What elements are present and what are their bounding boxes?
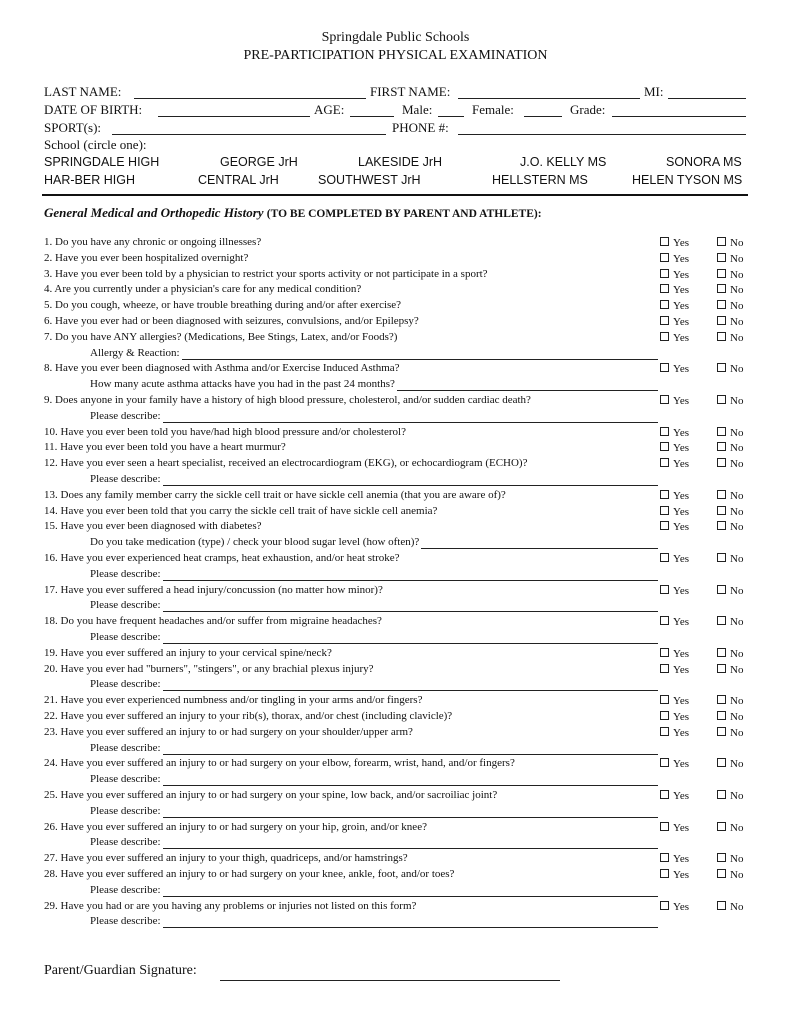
page-title: PRE-PARTICIPATION PHYSICAL EXAMINATION [243, 48, 548, 63]
no-label: No [730, 442, 744, 455]
checkbox-icon [717, 332, 726, 341]
yes-label: Yes [673, 695, 690, 708]
yes-label: Yes [673, 395, 690, 407]
no-checkbox[interactable] [717, 648, 743, 660]
no-label: No [730, 821, 744, 834]
school-option[interactable]: CENTRAL JrH [198, 173, 279, 187]
school-option[interactable]: GEORGE JrH [220, 155, 298, 169]
checkbox-icon [717, 237, 726, 246]
checkbox-icon [660, 284, 669, 293]
describe-field[interactable] [163, 754, 658, 755]
signature-field[interactable] [220, 980, 560, 981]
checkbox-icon [660, 585, 669, 594]
mi-field[interactable] [668, 98, 746, 99]
yes-checkbox[interactable] [660, 521, 689, 533]
yes-label: Yes [673, 647, 690, 660]
checkbox-icon [660, 822, 669, 831]
yes-checkbox[interactable] [660, 427, 689, 439]
no-checkbox[interactable] [717, 901, 743, 913]
question-text: 4. Are you currently under a physician's care for any medical condition? [44, 283, 362, 296]
no-label: No [730, 726, 744, 739]
yes-checkbox[interactable] [660, 853, 689, 865]
yes-checkbox[interactable] [660, 648, 689, 660]
describe-label: Please describe: [90, 773, 161, 786]
yes-checkbox[interactable] [660, 363, 689, 375]
question-text: 12. Have you ever seen a heart specialist, received an electrocardiogram (EKG), or echocardiogram (ECHO)? [44, 457, 528, 470]
checkbox-icon [717, 853, 726, 862]
yes-label: Yes [673, 252, 690, 265]
yes-checkbox[interactable] [660, 822, 689, 834]
yes-checkbox[interactable] [660, 727, 689, 739]
no-label: No [730, 758, 744, 771]
describe-field[interactable] [163, 690, 658, 691]
school-label: School (circle one): [44, 137, 147, 152]
no-checkbox[interactable] [717, 442, 743, 454]
last-name-label: LAST NAME: [44, 84, 122, 99]
checkbox-icon [717, 758, 726, 767]
no-checkbox[interactable] [717, 664, 743, 676]
no-checkbox[interactable] [717, 553, 743, 565]
no-label: No [730, 252, 744, 265]
yes-label: Yes [673, 316, 690, 328]
describe-label: Please describe: [90, 915, 161, 928]
checkbox-icon [660, 553, 669, 562]
yes-label: Yes [673, 553, 690, 565]
yes-checkbox[interactable] [660, 711, 689, 723]
checkbox-icon [660, 458, 669, 467]
checkbox-icon [660, 521, 669, 530]
checkbox-icon [717, 442, 726, 451]
describe-field[interactable] [397, 390, 658, 391]
yes-label: Yes [673, 268, 690, 281]
no-label: No [730, 790, 744, 802]
dob-label: DATE OF BIRTH: [44, 102, 143, 117]
question-text: 3. Have you ever been told by a physician to restrict your sports activity or not participate in a sport? [44, 267, 488, 280]
school-option[interactable]: SONORA MS [666, 155, 742, 169]
no-checkbox[interactable] [717, 300, 743, 312]
yes-checkbox[interactable] [660, 790, 689, 802]
yes-checkbox[interactable] [660, 253, 689, 265]
question-text: 29. Have you had or are you having any problems or injuries not listed on this form? [44, 899, 417, 912]
describe-label: Please describe: [90, 473, 161, 485]
checkbox-icon [660, 727, 669, 736]
question-text: 17. Have you ever suffered a head injury/concussion (no matter how minor)? [44, 583, 383, 596]
checkbox-icon [660, 790, 669, 799]
yes-checkbox[interactable] [660, 758, 689, 770]
describe-label: Allergy & Reaction: [90, 346, 180, 359]
checkbox-icon [717, 648, 726, 657]
checkbox-icon [660, 648, 669, 657]
question-text: 9. Does anyone in your family have a history of high blood pressure, cholesterol, and/or sudden cardiac death? [44, 394, 531, 406]
question-text: 25. Have you ever suffered an injury to or had surgery on your spine, low back, and/or sacroiliac joint? [44, 789, 498, 801]
question-text: 24. Have you ever suffered an injury to or had surgery on your elbow, forearm, wrist, hand, and/or fingers? [44, 757, 515, 770]
question-text: 27. Have you ever suffered an injury to your thigh, quadriceps, and/or hamstrings? [44, 852, 408, 865]
no-checkbox[interactable] [717, 316, 743, 328]
first-name-field[interactable] [458, 98, 640, 99]
checkbox-icon [717, 585, 726, 594]
no-label: No [730, 300, 744, 313]
org-name: Springdale Public Schools [321, 30, 470, 45]
first-name-label: FIRST NAME: [370, 84, 451, 99]
yes-checkbox[interactable] [660, 506, 689, 518]
female-field[interactable] [524, 116, 562, 117]
describe-field[interactable] [182, 359, 658, 360]
checkbox-icon [660, 758, 669, 767]
question-text: 14. Have you ever been told that you carry the sickle cell trait of have sickle cell anemia? [44, 504, 438, 517]
yes-checkbox[interactable] [660, 237, 689, 249]
yes-label: Yes [673, 237, 690, 249]
no-label: No [730, 489, 744, 502]
no-label: No [730, 395, 744, 407]
no-checkbox[interactable] [717, 395, 743, 407]
checkbox-icon [660, 616, 669, 625]
no-label: No [730, 268, 744, 281]
checkbox-icon [660, 664, 669, 673]
checkbox-icon [660, 695, 669, 704]
age-label: AGE: [314, 102, 345, 117]
no-checkbox[interactable] [717, 363, 743, 375]
yes-checkbox[interactable] [660, 585, 689, 597]
yes-label: Yes [673, 711, 690, 723]
yes-label: Yes [673, 505, 690, 518]
checkbox-icon [717, 253, 726, 262]
yes-checkbox[interactable] [660, 269, 689, 281]
checkbox-icon [717, 490, 726, 499]
describe-field[interactable] [163, 611, 658, 612]
no-checkbox[interactable] [717, 695, 743, 707]
checkbox-icon [717, 711, 726, 720]
question-text: 15. Have you ever been diagnosed with diabetes? [44, 520, 262, 533]
section-title: General Medical and Orthopedic History [44, 205, 264, 220]
sport-field[interactable] [112, 134, 386, 135]
question-text: 8. Have you ever been diagnosed with Asthma and/or Exercise Induced Asthma? [44, 362, 400, 375]
checkbox-icon [717, 616, 726, 625]
male-field[interactable] [438, 116, 464, 117]
no-checkbox[interactable] [717, 758, 743, 770]
male-label: Male: [402, 102, 433, 117]
describe-field[interactable] [163, 848, 658, 849]
section-heading [44, 205, 542, 221]
yes-checkbox[interactable] [660, 316, 689, 328]
checkbox-icon [660, 253, 669, 262]
yes-checkbox[interactable] [660, 442, 689, 454]
describe-field[interactable] [163, 643, 658, 644]
question-text: 7. Do you have ANY allergies? (Medications, Bee Stings, Latex, and/or Foods?) [44, 330, 398, 343]
dob-field[interactable] [158, 116, 310, 117]
question-text: 22. Have you ever suffered an injury to your rib(s), thorax, and/or chest (including clavicle)? [44, 710, 453, 722]
describe-field[interactable] [163, 485, 658, 486]
age-field[interactable] [350, 116, 394, 117]
checkbox-icon [717, 695, 726, 704]
checkbox-icon [660, 395, 669, 404]
checkbox-icon [660, 237, 669, 246]
question-text: 19. Have you ever suffered an injury to your cervical spine/neck? [44, 646, 332, 659]
no-label: No [730, 869, 744, 881]
question-text: 11. Have you ever been told you have a heart murmur? [44, 441, 286, 454]
checkbox-icon [660, 427, 669, 436]
yes-label: Yes [673, 489, 690, 502]
school-option[interactable]: LAKESIDE JrH [358, 155, 443, 169]
yes-checkbox[interactable] [660, 332, 689, 344]
sport-label: SPORT(s): [44, 120, 102, 135]
no-checkbox[interactable] [717, 727, 743, 739]
no-label: No [730, 695, 744, 708]
checkbox-icon [717, 727, 726, 736]
describe-label: Please describe: [90, 836, 161, 849]
no-checkbox[interactable] [717, 332, 743, 344]
describe-label: Please describe: [90, 678, 161, 691]
question-text: 16. Have you ever experienced heat cramps, heat exhaustion, and/or heat stroke? [44, 552, 400, 564]
yes-label: Yes [673, 821, 690, 834]
checkbox-icon [717, 901, 726, 910]
checkbox-icon [717, 427, 726, 436]
no-label: No [730, 663, 744, 676]
no-label: No [730, 853, 744, 866]
describe-field[interactable] [163, 927, 658, 928]
no-checkbox[interactable] [717, 616, 743, 628]
yes-label: Yes [673, 521, 690, 534]
section-note: (TO BE COMPLETED BY PARENT AND ATHLETE): [266, 208, 542, 220]
checkbox-icon [660, 853, 669, 862]
yes-label: Yes [673, 726, 690, 739]
yes-checkbox[interactable] [660, 300, 689, 312]
female-label: Female: [472, 102, 514, 117]
question-text: 28. Have you ever suffered an injury to or had surgery on your knee, ankle, foot, and/or toes? [44, 868, 455, 880]
no-checkbox[interactable] [717, 853, 743, 865]
question-text: 21. Have you ever experienced numbness and/or tingling in your arms and/or fingers? [44, 694, 423, 707]
checkbox-icon [717, 316, 726, 325]
grade-field[interactable] [612, 116, 746, 117]
yes-label: Yes [673, 758, 690, 771]
checkbox-icon [717, 521, 726, 530]
no-label: No [730, 521, 744, 534]
no-label: No [730, 426, 744, 439]
checkbox-icon [717, 395, 726, 404]
yes-checkbox[interactable] [660, 553, 689, 565]
no-label: No [730, 900, 744, 913]
checkbox-icon [717, 269, 726, 278]
no-checkbox[interactable] [717, 869, 743, 881]
yes-checkbox[interactable] [660, 695, 689, 707]
describe-field[interactable] [163, 817, 658, 818]
describe-label: Do you take medication (type) / check your blood sugar level (how often)? [90, 536, 420, 549]
checkbox-icon [717, 363, 726, 372]
describe-label: Please describe: [90, 741, 161, 754]
no-label: No [730, 553, 744, 565]
yes-label: Yes [673, 284, 690, 297]
last-name-field[interactable] [134, 98, 366, 99]
no-checkbox[interactable] [717, 790, 743, 802]
yes-checkbox[interactable] [660, 664, 689, 676]
describe-label: Please describe: [90, 883, 161, 896]
phone-field[interactable] [458, 134, 746, 135]
yes-checkbox[interactable] [660, 458, 689, 470]
no-label: No [730, 584, 744, 597]
school-option[interactable]: HELEN TYSON MS [632, 173, 743, 187]
grade-label: Grade: [570, 102, 606, 117]
no-label: No [730, 711, 744, 723]
checkbox-icon [717, 458, 726, 467]
checkbox-icon [660, 506, 669, 515]
no-checkbox[interactable] [717, 284, 743, 296]
checkbox-icon [717, 664, 726, 673]
no-checkbox[interactable] [717, 237, 743, 249]
checkbox-icon [717, 869, 726, 878]
question-text: 13. Does any family member carry the sickle cell trait or have sickle cell anemia (that you are aware of)? [44, 488, 506, 501]
phone-label: PHONE #: [392, 120, 449, 135]
yes-label: Yes [673, 363, 690, 376]
mi-label: MI: [644, 84, 664, 99]
yes-checkbox[interactable] [660, 901, 689, 913]
school-option[interactable]: HELLSTERN MS [492, 173, 588, 187]
school-option[interactable]: J.O. KELLY MS [520, 155, 607, 169]
checkbox-icon [660, 490, 669, 499]
checkbox-icon [717, 300, 726, 309]
yes-label: Yes [673, 869, 690, 881]
no-label: No [730, 458, 744, 471]
yes-checkbox[interactable] [660, 284, 689, 296]
no-checkbox[interactable] [717, 521, 743, 533]
school-option[interactable]: HAR-BER HIGH [44, 173, 135, 187]
question-text: 10. Have you ever been told you have/had high blood pressure and/or cholesterol? [44, 425, 406, 438]
no-checkbox[interactable] [717, 427, 743, 439]
question-text: 20. Have you ever had "burners", "stingers", or any brachial plexus injury? [44, 662, 374, 675]
yes-label: Yes [673, 616, 690, 629]
describe-field[interactable] [163, 896, 658, 897]
describe-label: Please describe: [90, 409, 161, 422]
yes-label: Yes [673, 458, 690, 471]
checkbox-icon [660, 332, 669, 341]
no-checkbox[interactable] [717, 585, 743, 597]
no-label: No [730, 316, 744, 328]
checkbox-icon [660, 269, 669, 278]
describe-label: Please describe: [90, 631, 161, 643]
question-text: 6. Have you ever had or been diagnosed with seizures, convulsions, and/or Epilepsy? [44, 315, 419, 327]
checkbox-icon [660, 901, 669, 910]
yes-label: Yes [673, 900, 690, 913]
checkbox-icon [717, 553, 726, 562]
checkbox-icon [660, 711, 669, 720]
yes-label: Yes [673, 331, 690, 344]
describe-field[interactable] [163, 422, 658, 423]
question-text: 1. Do you have any chronic or ongoing illnesses? [44, 236, 262, 248]
no-checkbox[interactable] [717, 506, 743, 518]
describe-field[interactable] [163, 785, 658, 786]
question-text: 2. Have you ever been hospitalized overnight? [44, 251, 249, 264]
no-checkbox[interactable] [717, 253, 743, 265]
no-label: No [730, 505, 744, 518]
no-label: No [730, 616, 744, 629]
question-text: 26. Have you ever suffered an injury to or had surgery on your hip, groin, and/or knee? [44, 820, 427, 833]
yes-label: Yes [673, 853, 690, 866]
describe-label: How many acute asthma attacks have you had in the past 24 months? [90, 378, 395, 391]
checkbox-icon [660, 442, 669, 451]
yes-label: Yes [673, 584, 690, 597]
no-label: No [730, 284, 744, 297]
describe-label: Please describe: [90, 599, 161, 612]
describe-label: Please describe: [90, 804, 161, 817]
yes-label: Yes [673, 300, 690, 313]
no-checkbox[interactable] [717, 822, 743, 834]
checkbox-icon [717, 822, 726, 831]
question-text: 5. Do you cough, wheeze, or have trouble breathing during and/or after exercise? [44, 299, 402, 312]
checkbox-icon [660, 300, 669, 309]
question-text: 18. Do you have frequent headaches and/or suffer from migraine headaches? [44, 615, 382, 628]
describe-label: Please describe: [90, 567, 161, 580]
checkbox-icon [717, 790, 726, 799]
yes-label: Yes [673, 442, 690, 455]
yes-checkbox[interactable] [660, 395, 689, 407]
no-checkbox[interactable] [717, 490, 743, 502]
describe-field[interactable] [163, 580, 658, 581]
no-checkbox[interactable] [717, 269, 743, 281]
question-text: 23. Have you ever suffered an injury to or had surgery on your shoulder/upper arm? [44, 725, 413, 738]
checkbox-icon [660, 869, 669, 878]
yes-checkbox[interactable] [660, 490, 689, 502]
no-label: No [730, 237, 744, 249]
no-label: No [730, 331, 744, 344]
checkbox-icon [660, 316, 669, 325]
yes-checkbox[interactable] [660, 616, 689, 628]
checkbox-icon [660, 363, 669, 372]
no-label: No [730, 363, 744, 376]
checkbox-icon [717, 284, 726, 293]
section-divider [42, 194, 748, 196]
yes-label: Yes [673, 426, 690, 439]
no-label: No [730, 647, 744, 660]
describe-field[interactable] [421, 548, 658, 549]
school-option[interactable]: SPRINGDALE HIGH [44, 155, 160, 169]
yes-label: Yes [673, 663, 690, 676]
no-checkbox[interactable] [717, 458, 743, 470]
school-option[interactable]: SOUTHWEST JrH [318, 173, 421, 187]
yes-checkbox[interactable] [660, 869, 689, 881]
checkbox-icon [717, 506, 726, 515]
no-checkbox[interactable] [717, 711, 743, 723]
yes-label: Yes [673, 790, 690, 802]
signature-label: Parent/Guardian Signature: [44, 963, 197, 978]
